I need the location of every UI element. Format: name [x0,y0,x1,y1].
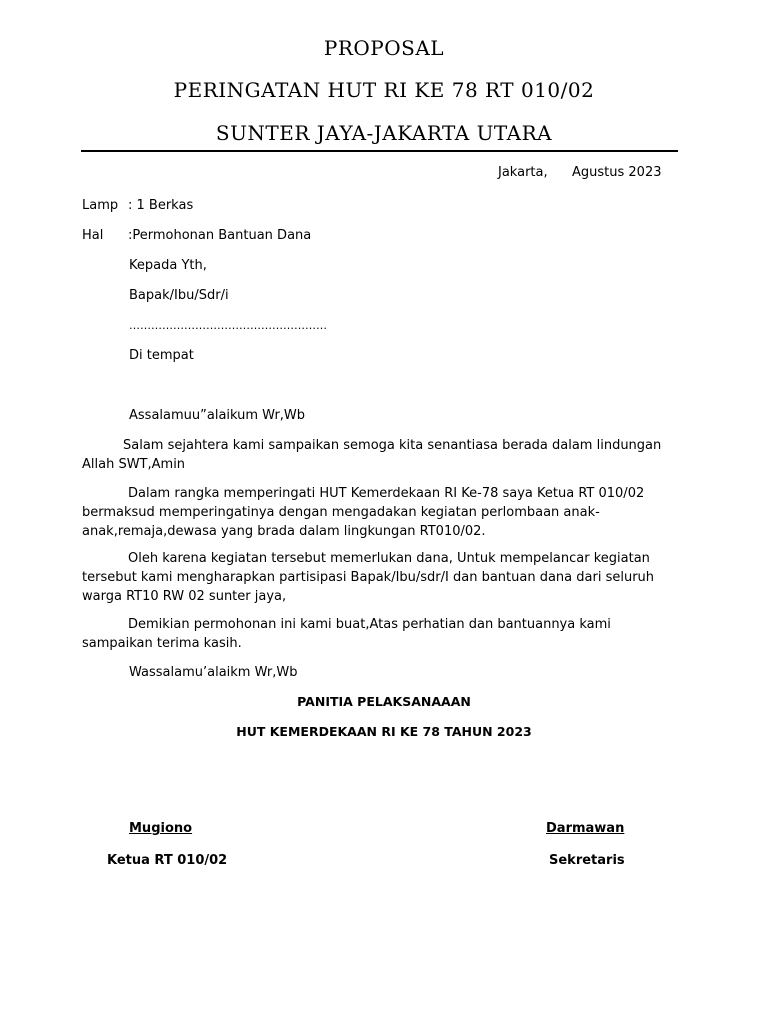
hal-label: Hal [82,228,104,243]
lamp-label: Lamp [82,198,119,213]
paragraph-3: Oleh karena kegiatan tersebut memerlukan dana, Untuk mempelancar kegiatan tersebut kami mengharapkan partisipasi Bapak/Ibu/sdr/I dan bantuan dana dari seluruh warga RT10 RW 02 sunter jaya, [82,551,655,604]
lamp-value: : 1 Berkas [128,198,194,213]
recipient-line-2: Bapak/Ibu/Sdr/i [129,288,229,303]
header-divider [81,150,678,152]
recipient-line-1: Kepada Yth, [129,258,207,273]
recipient-blank-line: ……………………………………………… [129,319,327,332]
paragraph-1: Salam sejahtera kami sampaikan semoga kita senantiasa berada dalam lindungan Allah SWT,Amin [82,438,662,472]
signatory-left-role: Ketua RT 010/02 [107,853,228,868]
paragraph-4: Demikian permohonan ini kami buat,Atas perhatian dan bantuannya kami sampaikan terima kasih. [82,617,611,651]
date-place: Jakarta, [498,165,548,180]
recipient-line-4: Di tempat [129,348,194,363]
greeting: Assalamuu”alaikum Wr,Wb [129,408,306,423]
event-title: PERINGATAN HUT RI KE 78 RT 010/02 [173,78,595,102]
committee-line-1: PANITIA PELAKSANAAAN [297,694,471,709]
closing-greeting: Wassalamu’alaikm Wr,Wb [129,665,298,680]
committee-line-2: HUT KEMERDEKAAN RI KE 78 TAHUN 2023 [236,724,532,739]
hal-value: :Permohonan Bantuan Dana [128,228,312,243]
date-month-year: Agustus 2023 [572,165,662,180]
signatory-right-role: Sekretaris [549,853,625,868]
document-title: PROPOSAL [323,36,445,60]
location-title: SUNTER JAYA-JAKARTA UTARA [215,121,553,145]
paragraph-2: Dalam rangka memperingati HUT Kemerdekaan RI Ke-78 saya Ketua RT 010/02 bermaksud memperingatinya dengan mengadakan kegiatan perlombaan anak-anak,remaja,dewasa yang brada dalam lingkungan RT010/02. [82,486,645,539]
signatory-left-name: Mugiono [129,821,193,836]
signatory-right-name: Darmawan [546,821,625,836]
